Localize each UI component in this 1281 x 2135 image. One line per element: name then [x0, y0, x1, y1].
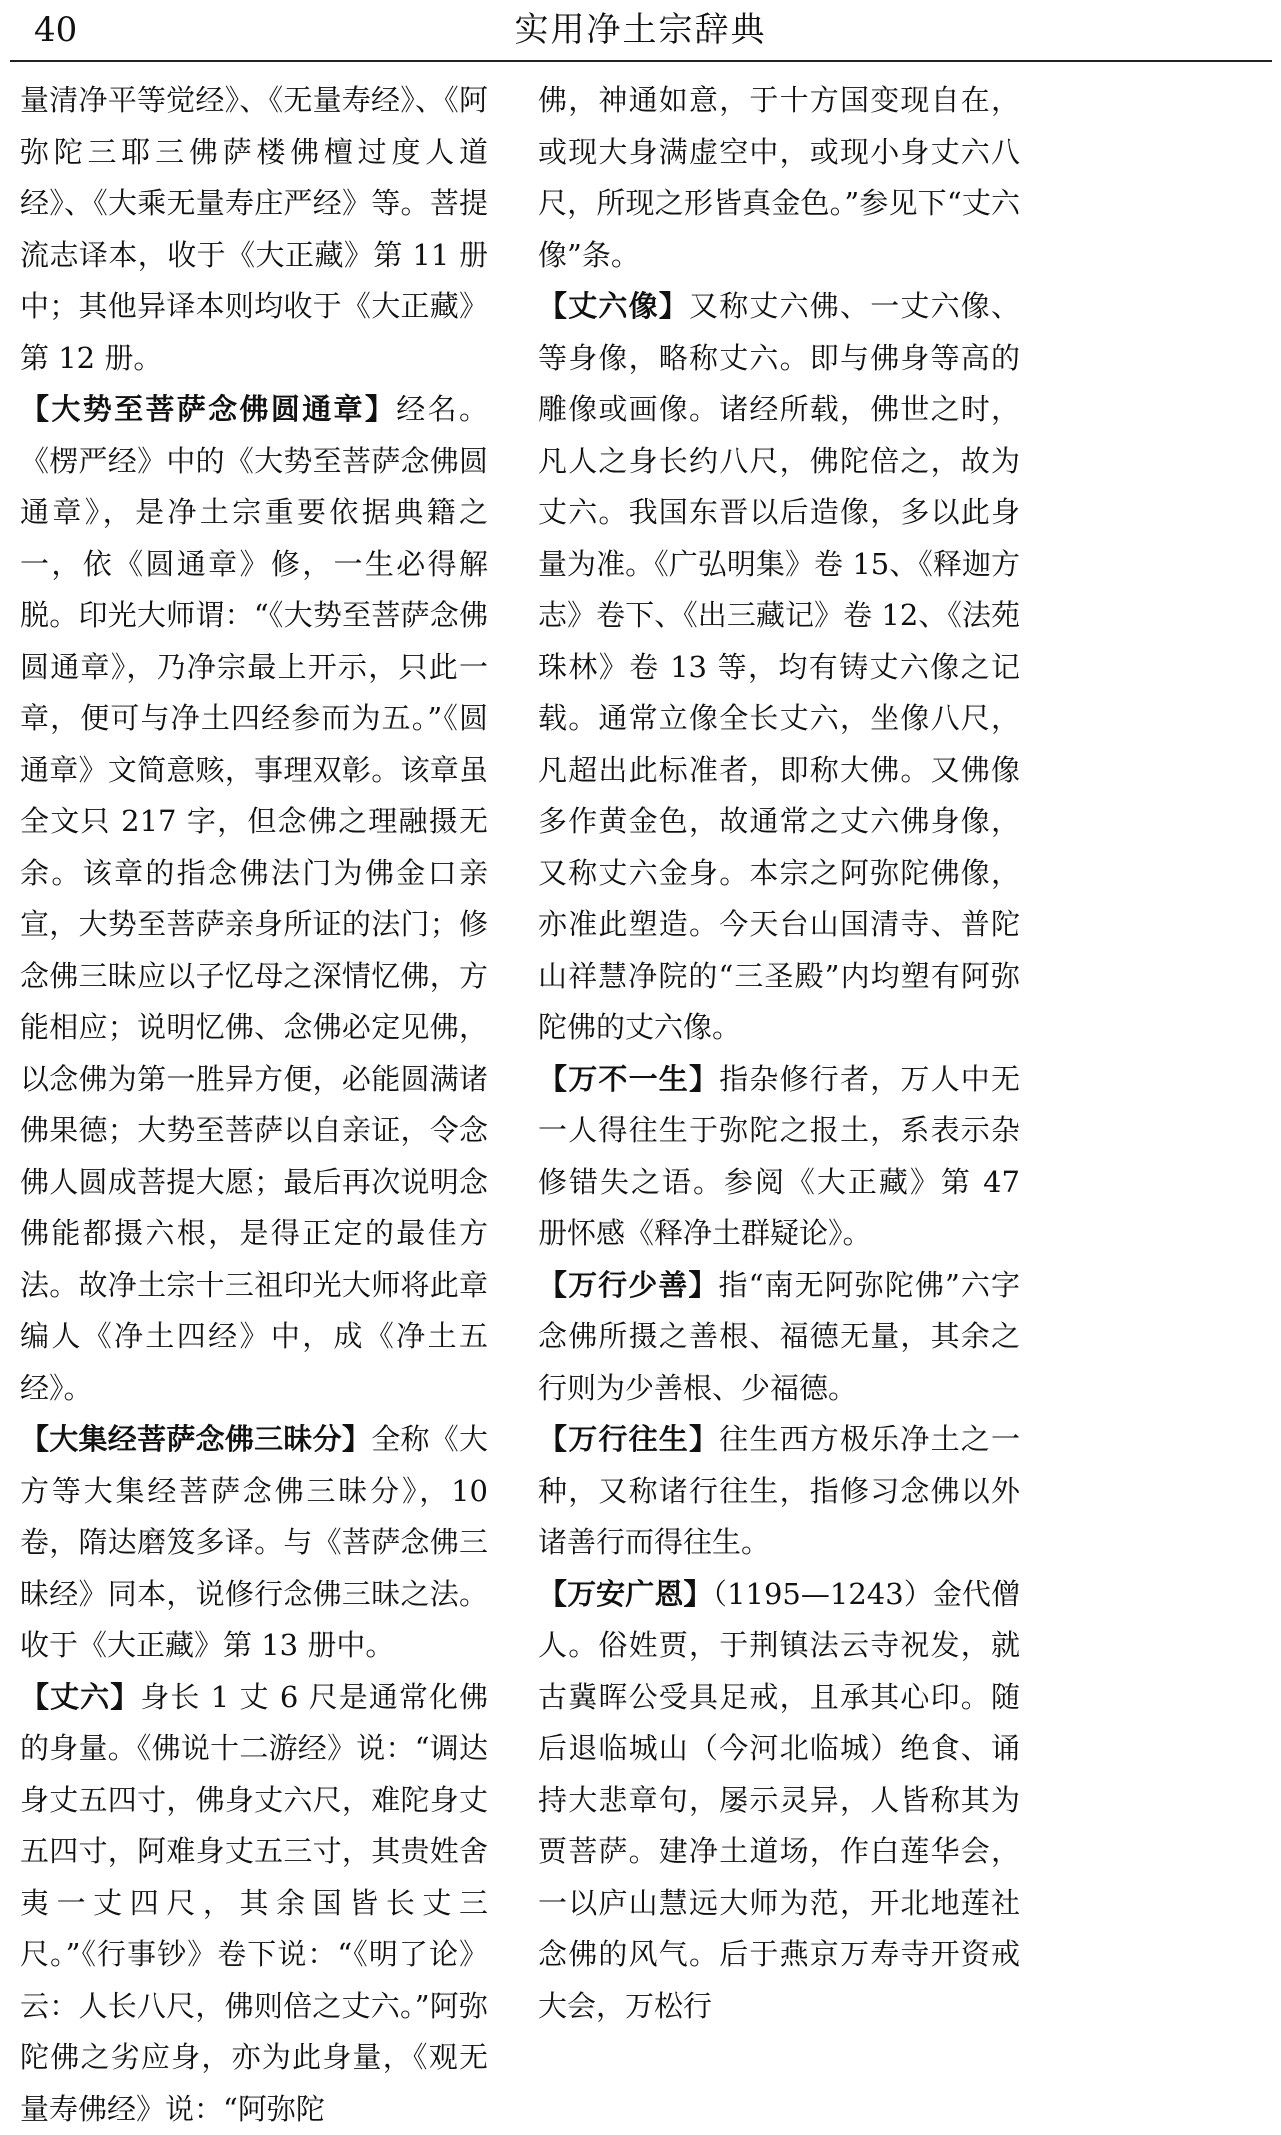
entry-body: 全称《大方等大集经菩萨念佛三昧分》，10 卷，隋达磨笈多译。与《菩萨念佛三昧经》同本，说修行念佛三昧之法。收于《大正藏》第 13 册中。 — [20, 1422, 488, 1662]
entry-body: 经名。《楞严经》中的《大势至菩萨念佛圆通章》，是净土宗重要依据典籍之一，依《圆通章》修，一生必得解脱。印光大师谓：“《大势至菩萨念佛圆通章》，乃净宗最上开示，只此一章，便可与净土四经参而为五。”《圆通章》文简意赅，事理双彰。该章虽全文只 217 字，但念佛之理融摄无余。该章的指念佛法门为佛金口亲宣，大势至菩萨亲身所证的法门；修念佛三昧应以子忆母之深情忆佛，方能相应；说明忆佛、念佛必定见佛，以念佛为第一胜异方便，必能圆满诸佛果德；大势至菩萨以自亲证，令念佛人圆成菩提大愿；最后再次说明念佛能都摄六根，是得正定的最佳方法。故净土宗十三祖印光大师将此章编人《净土四经》中，成《净土五经》。 — [20, 392, 488, 1405]
entry-headword: 【万安广恩】 — [538, 1577, 712, 1611]
entry-body: 指“南无阿弥陀佛”六字念佛所摄之善根、福德无量，其余之行则为少善根、少福德。 — [538, 1268, 1020, 1405]
entry-headword: 【万不一生】 — [538, 1062, 719, 1096]
entry-wanan-guangen — [538, 1569, 1020, 2033]
right-column — [538, 75, 1020, 2032]
entry-continuation: 佛，神通如意，于十方国变现自在，或现大身满虚空中，或现小身丈六八尺，所现之形皆真金色。”参见下“丈六像”条。 — [538, 75, 1020, 281]
entry-wanbu-yisheng — [538, 1054, 1020, 1260]
header-rule — [10, 60, 1272, 62]
entry-body: 又称丈六佛、一丈六像、等身像，略称丈六。即与佛身等高的雕像或画像。诸经所载，佛世之时，凡人之身长约八尺，佛陀倍之，故为丈六。我国东晋以后造像，多以此身量为准。《广弘明集》卷 15、《释迦方志》卷下、《出三藏记》卷 12、《法苑珠林》卷 13 等，均有铸丈六像之记载。通常立像全长丈六，坐像八尺，凡超出此标准者，即称大佛。又佛像多作黄金色，故通常之丈六佛身像，又称丈六金身。本宗之阿弥陀佛像，亦准此塑造。今天台山国清寺、普陀山祥慧净院的“三圣殿”内均塑有阿弥陀佛的丈六像。 — [538, 289, 1020, 1044]
entry-wanxing-wangsheng — [538, 1414, 1020, 1569]
entry-body: 往生西方极乐净土之一种，又称诸行往生，指修习念佛以外诸善行而得往生。 — [538, 1422, 1020, 1559]
page-number: 40 — [34, 10, 77, 50]
entry-headword: 【大势至菩萨念佛圆通章】 — [20, 392, 396, 426]
running-head-title: 实用净土宗辞典 — [0, 10, 1281, 50]
entry-zhangliu-xiang — [538, 281, 1020, 1054]
entry-headword: 【丈六像】 — [538, 289, 689, 323]
entry-headword: 【丈六】 — [20, 1680, 140, 1714]
entry-headword: 【万行往生】 — [538, 1422, 719, 1456]
entry-headword: 【大集经菩萨念佛三昧分】 — [20, 1422, 371, 1456]
entry-body: 指杂修行者，万人中无一人得往生于弥陀之报土，系表示杂修错失之语。参阅《大正藏》第 47 册怀感《释净土群疑论》。 — [538, 1062, 1020, 1251]
entry-zhangliu — [20, 1672, 488, 2135]
left-column — [20, 75, 488, 2135]
entry-continuation: 量清净平等觉经》、《无量寿经》、《阿弥陀三耶三佛萨楼佛檀过度人道经》、《大乘无量寿庄严经》等。菩提流志译本，收于《大正藏》第 11 册中；其他异译本则均收于《大正藏》第 12 册。 — [20, 75, 488, 384]
entry-wanxing-shaoshan — [538, 1260, 1020, 1415]
entry-body: （1195—1243）金代僧人。俗姓贾，于荆镇法云寺祝发，就古冀晖公受具足戒，且承其心印。随后退临城山（今河北临城）绝食、诵持大悲章句，屡示灵异，人皆称其为贾菩萨。建净土道场，作白莲华会，一以庐山慧远大师为范，开北地莲社念佛的风气。后于燕京万寿寺开资戒大会，万松行 — [538, 1577, 1020, 2023]
entry-headword: 【万行少善】 — [538, 1268, 719, 1302]
entry-dashizhi-yuantong-zhang — [20, 384, 488, 1414]
entry-daji-jing-nianfo-sanmei-fen — [20, 1414, 488, 1672]
entry-body: 身长 1 丈 6 尺是通常化佛的身量。《佛说十二游经》说：“调达身丈五四寸，佛身丈六尺，难陀身丈五四寸，阿难身丈五三寸，其贵姓舍夷一丈四尺，其余国皆长丈三尺。”《行事钞》卷下说：“《明了论》云：人长八尺，佛则倍之丈六。”阿弥陀佛之劣应身，亦为此身量，《观无量寿佛经》说：“阿弥陀 — [20, 1680, 488, 2126]
